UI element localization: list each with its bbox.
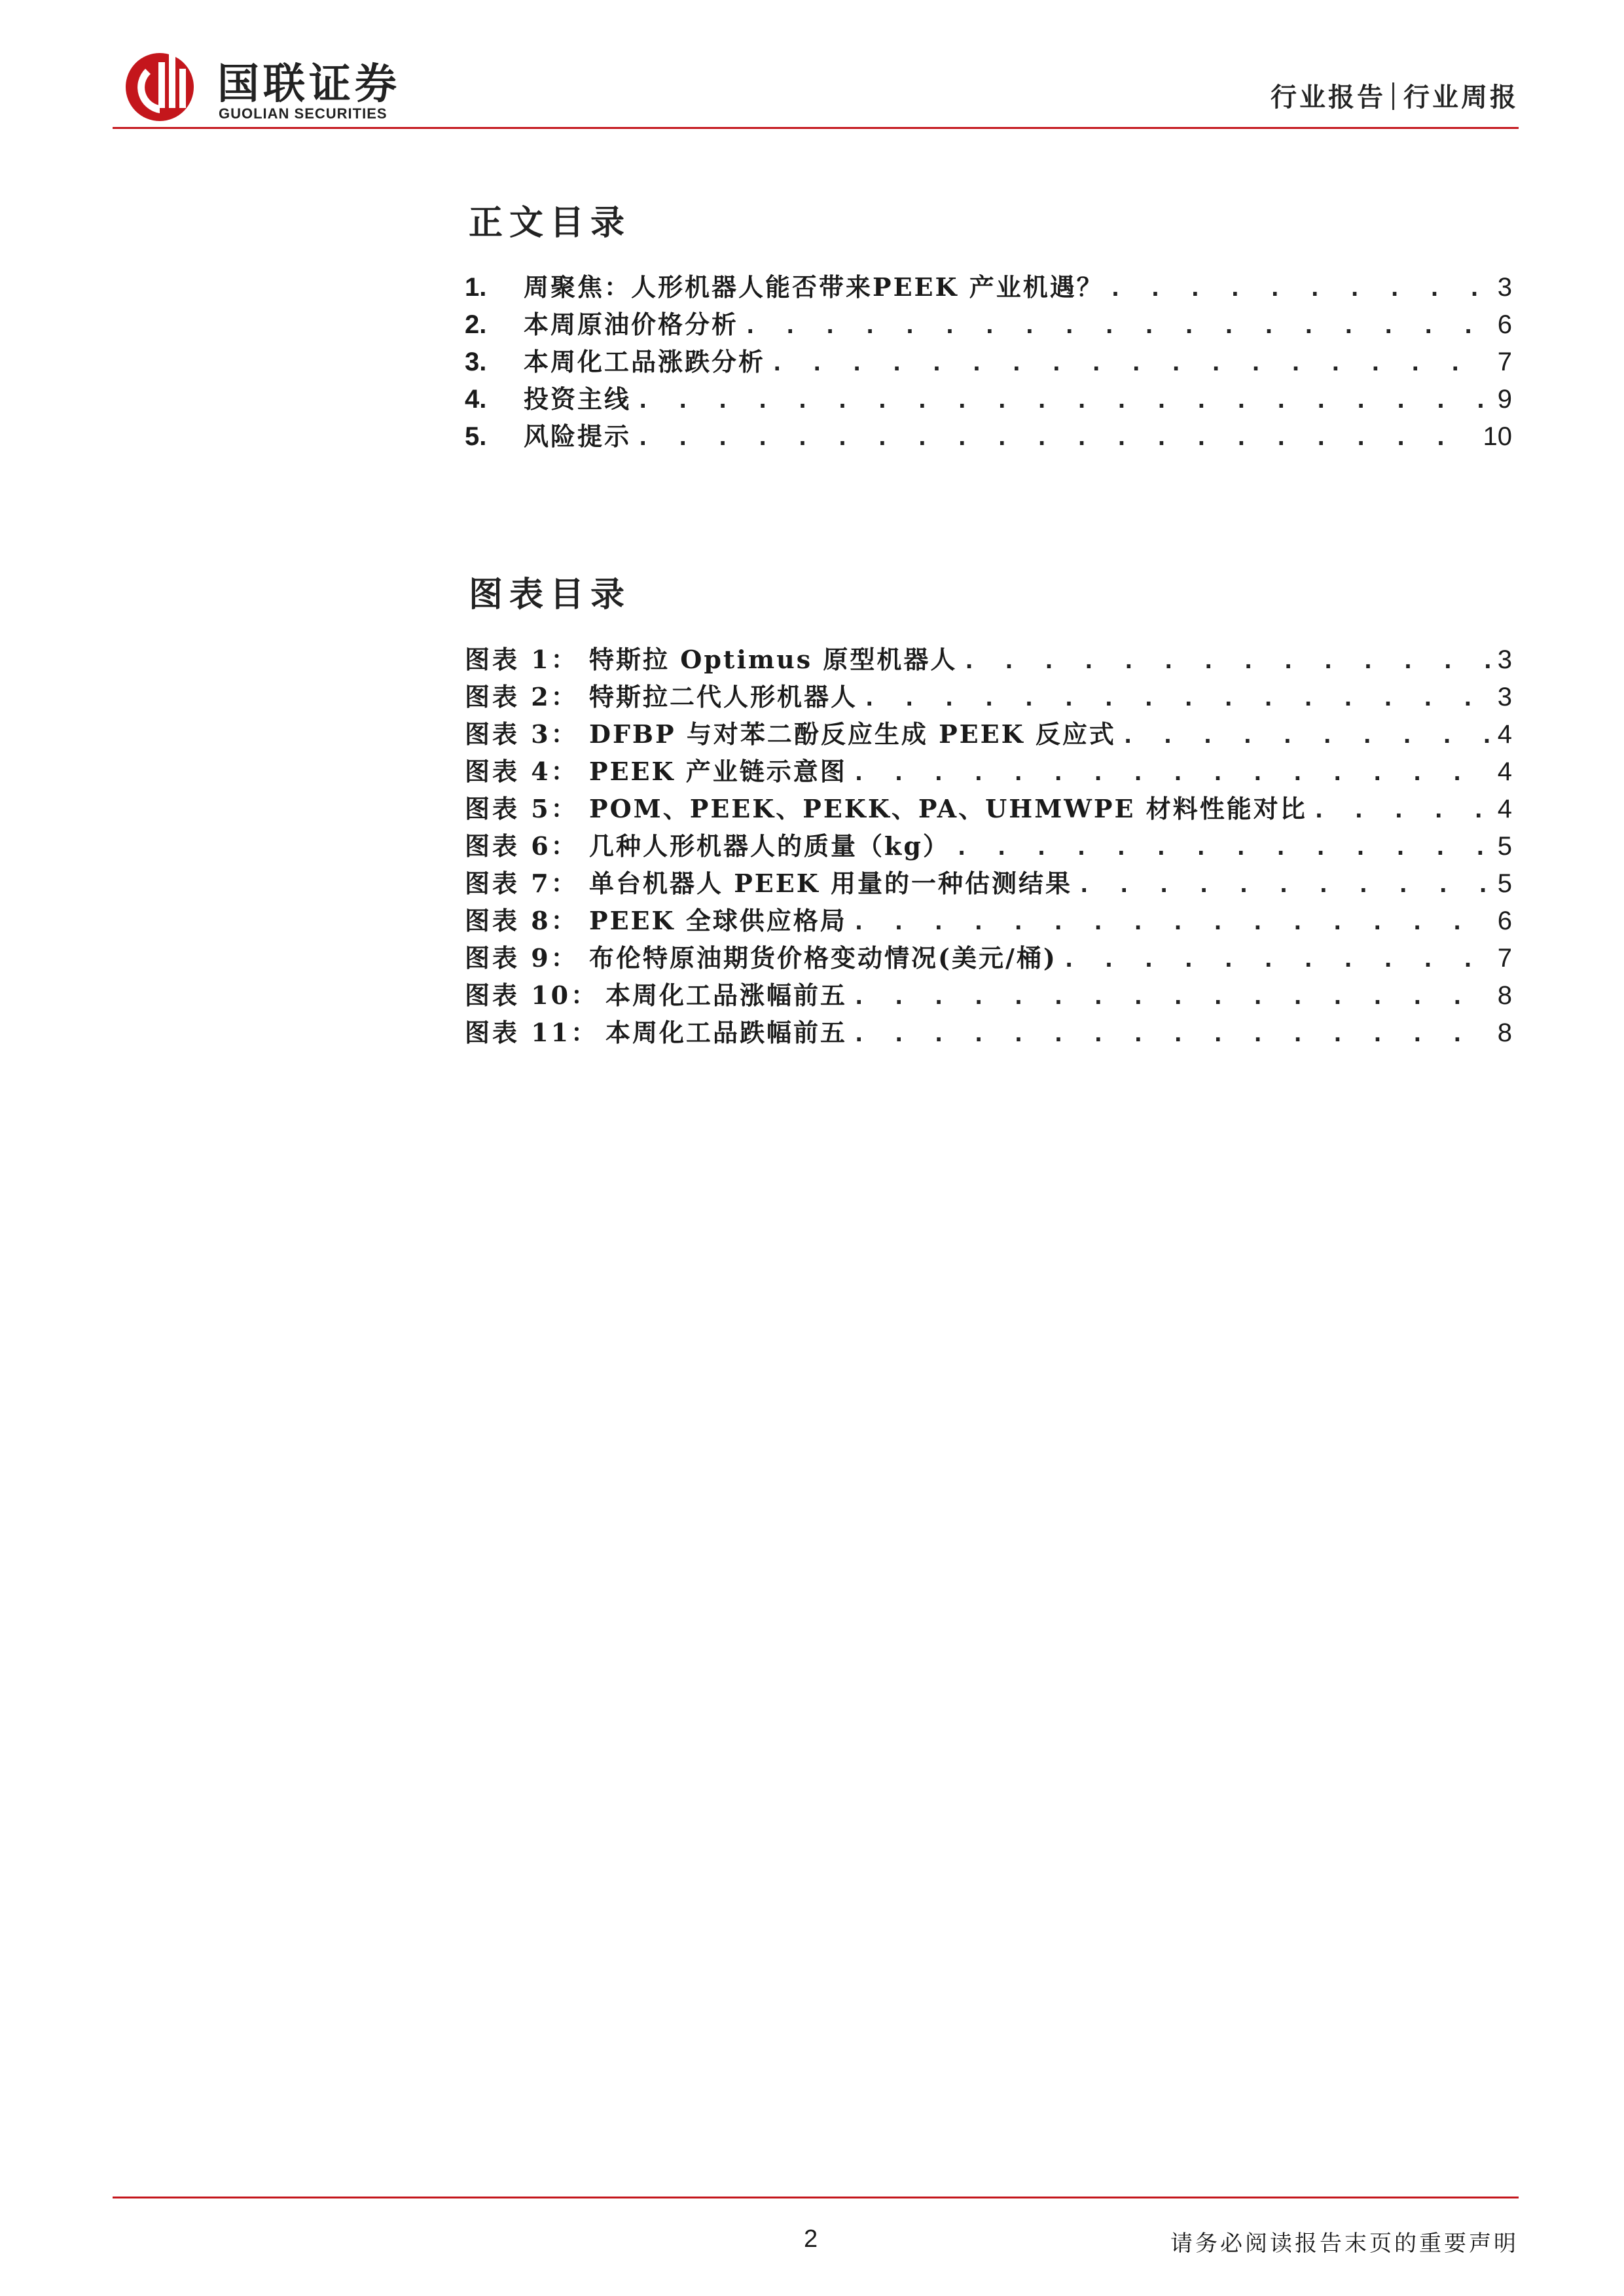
toc-entry-title: 本周原油价格分析: [524, 310, 739, 339]
leader-dots: [962, 648, 1492, 674]
disclaimer-note: 请务必阅读报告末页的重要声明: [1170, 2231, 1519, 2257]
figure-entry-label: 图表 4：: [465, 757, 579, 786]
figure-entry-title: PEEK 全球供应格局: [589, 906, 847, 935]
figure-entry-page: 4: [1497, 795, 1512, 823]
toc-entry[interactable]: [465, 304, 1512, 342]
figure-entry-label: 图表 8：: [465, 906, 579, 935]
figure-entry-label: 图表 1：: [465, 645, 579, 674]
figure-entry[interactable]: [465, 714, 1512, 751]
figure-entry-label: 图表 7：: [465, 869, 579, 898]
figure-entry-title: POM、PEEK、PEKK、PA、UHMWPE 材料性能对比: [589, 794, 1307, 823]
toc-entry-title: 风险提示: [524, 422, 632, 451]
company-logo: [120, 43, 461, 128]
toc-entry-number: 3.: [465, 348, 487, 376]
report-subcategory: 行业周报: [1403, 82, 1519, 113]
figure-entry[interactable]: [465, 751, 1512, 789]
toc-entry-page: 9: [1497, 385, 1512, 414]
figure-entry-label: 图表 6：: [465, 831, 579, 861]
logo-mark-icon: [120, 43, 206, 128]
figure-entry-title: 本周化工品涨幅前五: [605, 980, 848, 1010]
figure-entry-label: 图表 3：: [465, 719, 579, 749]
logo-english-text: GUOLIAN SECURITIES: [219, 105, 388, 122]
figure-entry[interactable]: [465, 789, 1512, 826]
toc-entry-number: 2.: [465, 310, 487, 339]
figure-entry-title: 几种人形机器人的质量（kg）: [589, 831, 950, 861]
figure-entry[interactable]: [465, 1013, 1512, 1050]
leader-dots: [955, 834, 1492, 861]
leader-dots: [863, 685, 1492, 711]
figures-title: 图表目录: [469, 575, 632, 615]
toc-entry-title: 本周化工品涨跌分析: [524, 347, 766, 376]
leader-dots: [852, 1021, 1492, 1047]
leader-dots: [770, 350, 1492, 376]
figure-entry[interactable]: [465, 826, 1512, 863]
figure-entry[interactable]: [465, 677, 1512, 714]
figure-entry-page: 8: [1497, 1018, 1512, 1047]
toc-entry-page: 10: [1483, 422, 1512, 451]
page-number: 2: [804, 2225, 818, 2253]
leader-dots: [636, 387, 1492, 414]
figure-entry-page: 3: [1497, 645, 1512, 674]
leader-dots: [636, 425, 1477, 451]
figure-entry-page: 6: [1497, 906, 1512, 935]
toc-entry-page: 7: [1497, 348, 1512, 376]
leader-dots: [744, 313, 1492, 339]
toc-title: 正文目录: [469, 203, 632, 243]
toc-list: [465, 267, 1512, 454]
page-header: [113, 36, 1519, 128]
figure-entry[interactable]: [465, 975, 1512, 1013]
leader-dots: [1062, 946, 1492, 973]
figure-entry-title: PEEK 产业链示意图: [589, 757, 847, 786]
figure-entry-page: 5: [1497, 869, 1512, 898]
header-divider: [1392, 82, 1394, 110]
toc-entry[interactable]: [465, 379, 1512, 416]
footer-rule: [113, 2197, 1519, 2198]
leader-dots: [1077, 872, 1492, 898]
figure-entry-title: DFBP 与对苯二酚反应生成 PEEK 反应式: [589, 719, 1116, 749]
figure-entry-title: 特斯拉 Optimus 原型机器人: [589, 645, 958, 674]
leader-dots: [1312, 797, 1492, 823]
figure-entry[interactable]: [465, 901, 1512, 938]
toc-entry-page: 3: [1497, 273, 1512, 302]
figure-entry-title: 单台机器人 PEEK 用量的一种估测结果: [589, 869, 1072, 898]
toc-entry-number: 5.: [465, 422, 487, 451]
toc-entry[interactable]: [465, 342, 1512, 379]
leader-dots: [1121, 723, 1492, 749]
report-category: 行业报告: [1271, 82, 1386, 113]
figure-entry-title: 布伦特原油期货价格变动情况(美元/桶): [589, 943, 1057, 973]
figures-list: [465, 639, 1512, 1050]
toc-entry-number: 4.: [465, 385, 487, 414]
figure-entry-page: 4: [1497, 720, 1512, 749]
report-type: [1271, 77, 1519, 114]
figure-entry-label: 图表 11：: [465, 1018, 599, 1047]
figure-entry-label: 图表 2：: [465, 682, 579, 711]
leader-dots: [852, 909, 1492, 935]
toc-entry-number: 1.: [465, 273, 487, 302]
figure-entry-title: 特斯拉二代人形机器人: [589, 682, 858, 711]
figure-entry-page: 4: [1497, 757, 1512, 786]
figure-entry-page: 7: [1497, 944, 1512, 973]
toc-entry-page: 6: [1497, 310, 1512, 339]
toc-entry-title: 投资主线: [524, 384, 632, 414]
leader-dots: [852, 760, 1492, 786]
figure-entry-page: 5: [1497, 832, 1512, 861]
leader-dots: [1109, 276, 1492, 302]
figure-entry-label: 图表 10：: [465, 980, 599, 1010]
figure-entry-page: 3: [1497, 683, 1512, 711]
figure-entry[interactable]: [465, 863, 1512, 901]
toc-entry[interactable]: [465, 267, 1512, 304]
figure-entry[interactable]: [465, 639, 1512, 677]
header-rule: [113, 127, 1519, 129]
figure-entry-label: 图表 9：: [465, 943, 579, 973]
figure-entry[interactable]: [465, 938, 1512, 975]
toc-entry[interactable]: [465, 416, 1512, 454]
logo-chinese-text: 国联证券: [217, 60, 401, 109]
figure-entry-page: 8: [1497, 981, 1512, 1010]
figure-entry-label: 图表 5：: [465, 794, 579, 823]
toc-entry-title: 周聚焦：人形机器人能否带来PEEK 产业机遇？: [524, 272, 1104, 302]
figure-entry-title: 本周化工品跌幅前五: [605, 1018, 848, 1047]
leader-dots: [852, 984, 1492, 1010]
